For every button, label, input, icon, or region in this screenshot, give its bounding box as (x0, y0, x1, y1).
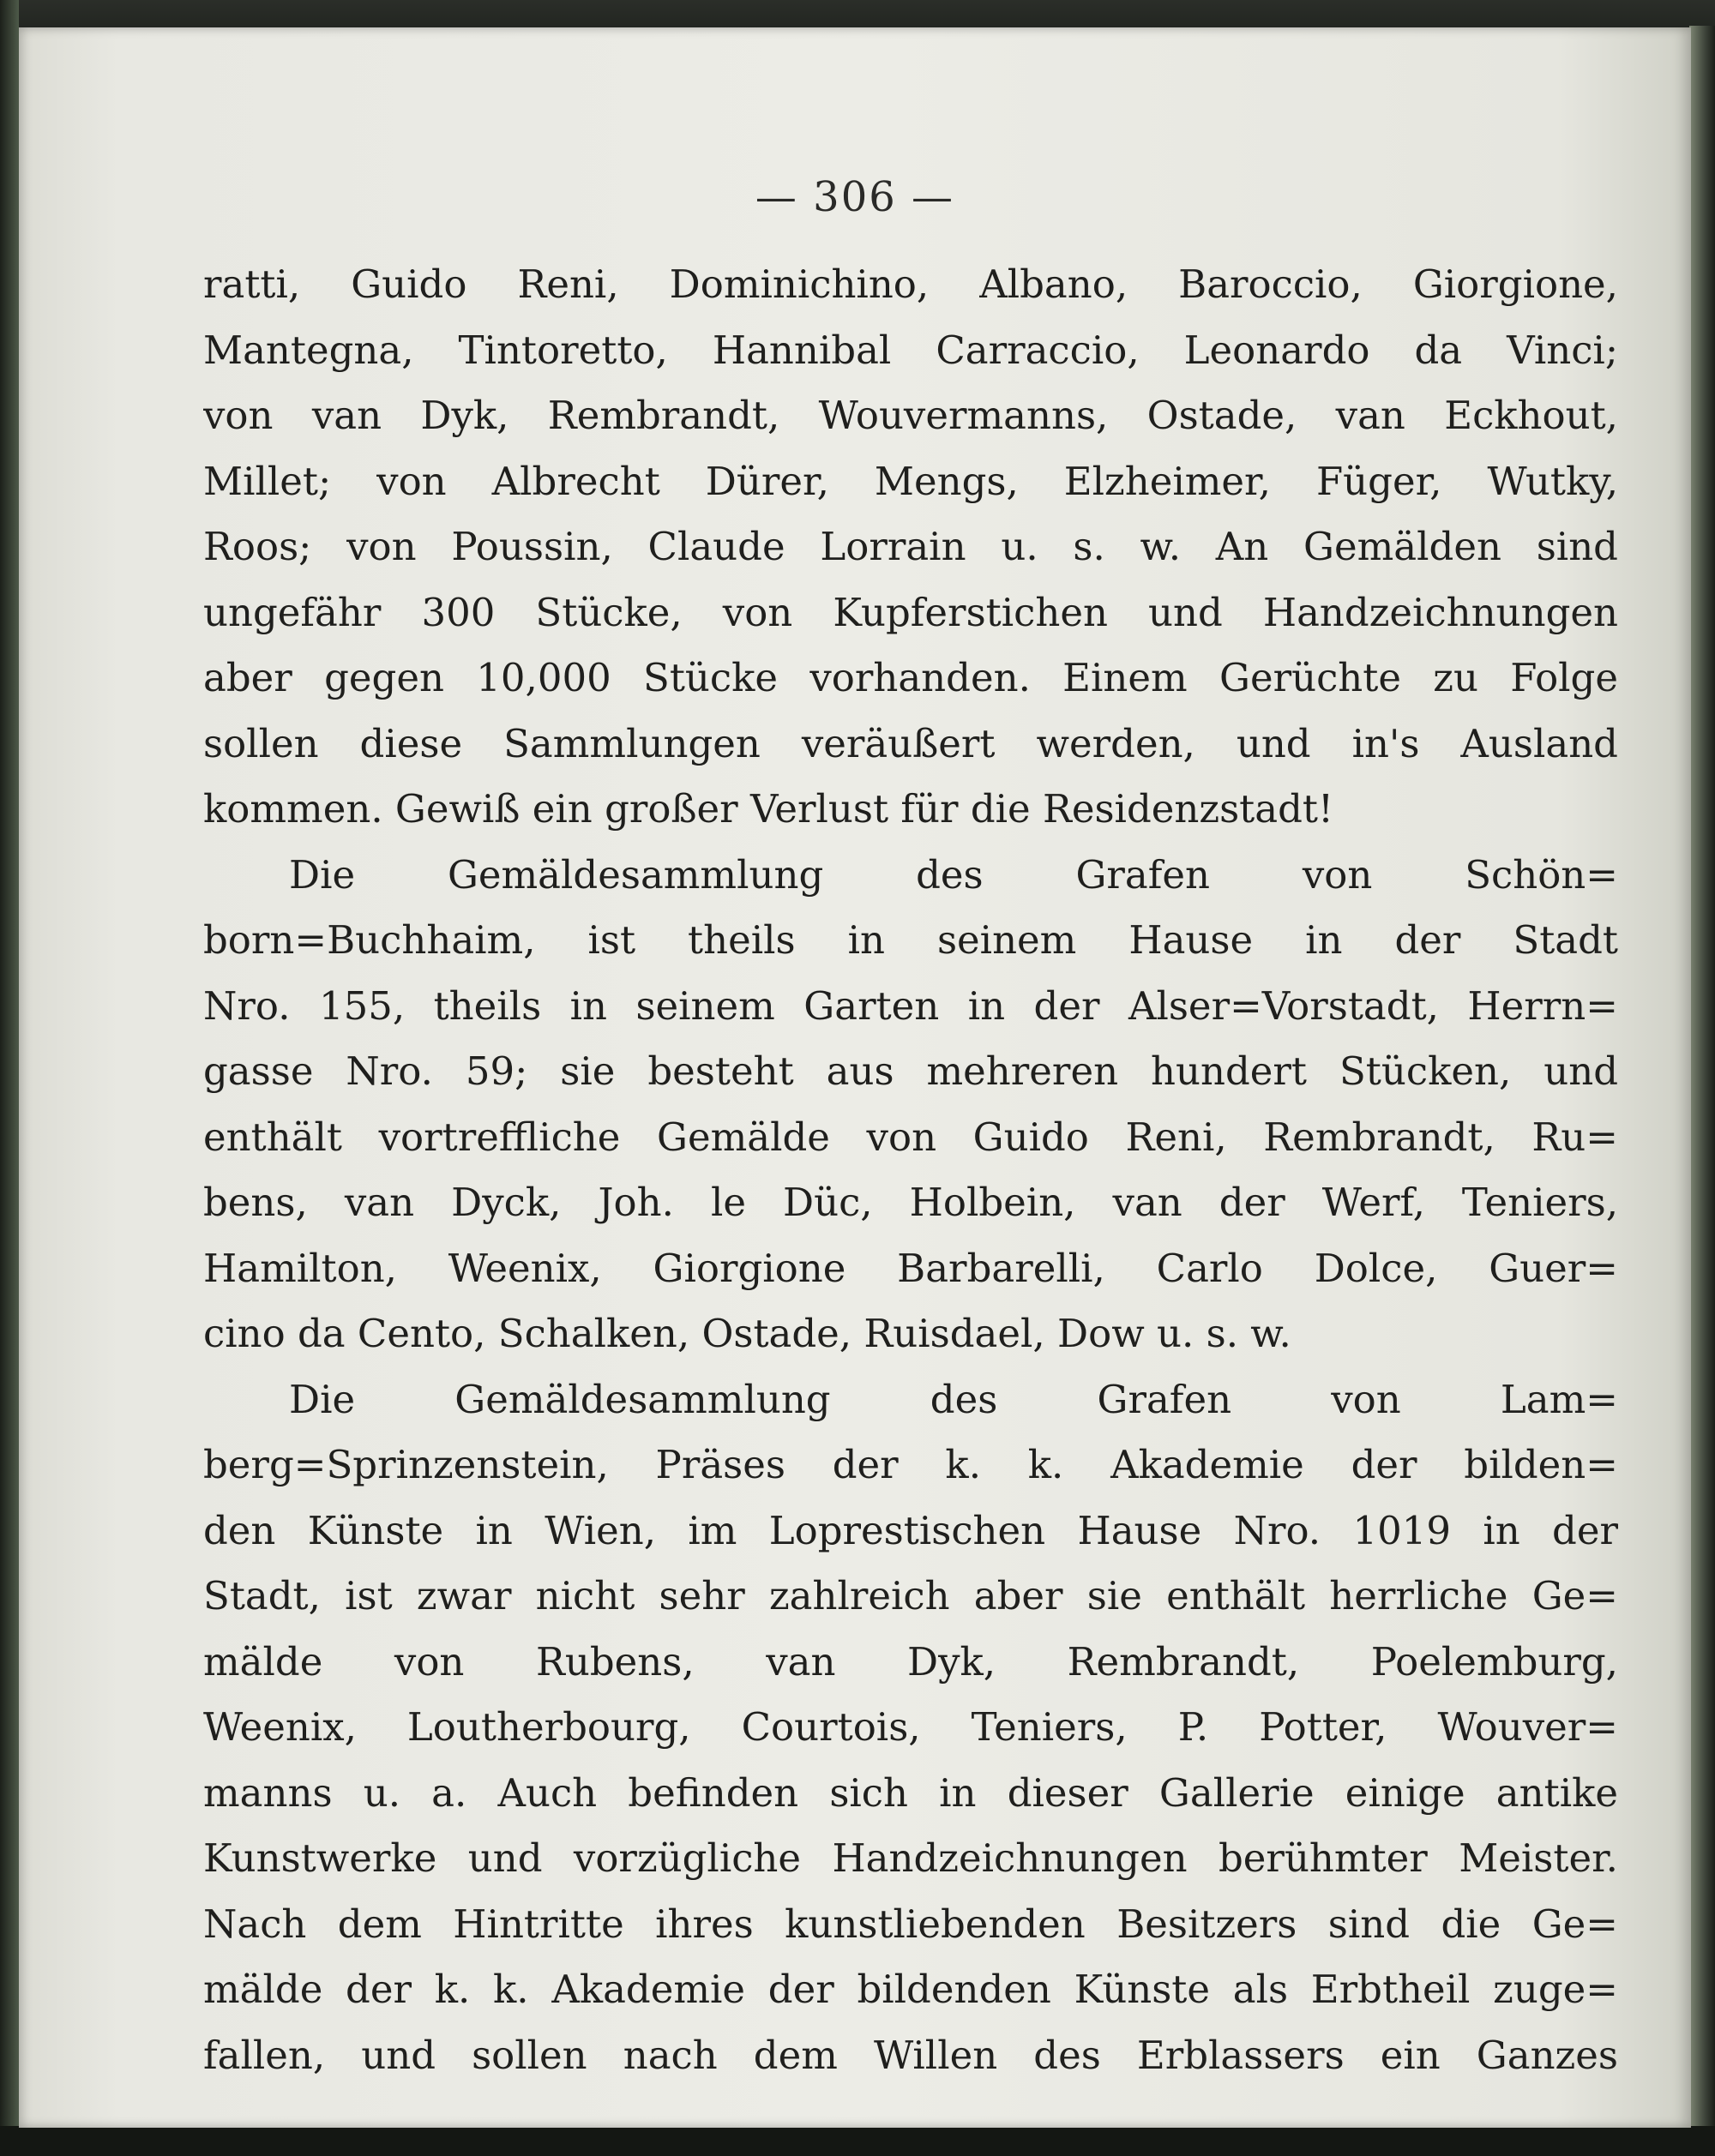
text-line: ungefähr 300 Stücke, von Kupferstichen und Handzeichnungen (203, 589, 1618, 635)
text-line: von van Dyk, Rembrandt, Wouvermanns, Ostade, van Eckhout, (203, 393, 1618, 438)
text-line: manns u. a. Auch befinden sich in dieser Gallerie einige antike (203, 1769, 1618, 1816)
text-line: aber gegen 10,000 Stücke vorhanden. Einem Gerüchte zu Folge (203, 655, 1618, 700)
book-cover-left (0, 0, 19, 2156)
text-line: born=Buchhaim, ist theils in seinem Hause in der Stadt (203, 917, 1618, 963)
text-line: mälde von Rubens, van Dyk, Rembrandt, Poelemburg, (203, 1638, 1618, 1685)
book-binding-edge (1689, 26, 1715, 2156)
text-line: Stadt, ist zwar nicht sehr zahlreich aber sie enthält herrliche Ge= (203, 1573, 1618, 1619)
text-line: gasse Nro. 59; sie besteht aus mehreren hundert Stücken, und (203, 1048, 1618, 1094)
text-line: sollen diese Sammlungen veräußert werden, und in's Ausland (203, 720, 1618, 766)
text-line: Nro. 155, theils in seinem Garten in der Alser=Vorstadt, Herrn= (203, 982, 1618, 1029)
text-line: Millet; von Albrecht Dürer, Mengs, Elzheimer, Füger, Wutky, (203, 458, 1618, 504)
text-line: den Künste in Wien, im Loprestischen Hause Nro. 1019 in der (203, 1507, 1618, 1553)
text-line: mälde der k. k. Akademie der bildenden Künste als Erbtheil zuge= (203, 1967, 1618, 2012)
text-line: ratti, Guido Reni, Dominichino, Albano, Baroccio, Giorgione, (203, 261, 1618, 307)
text-line: fallen, und sollen nach dem Willen des Erblassers ein Ganzes (203, 2032, 1618, 2078)
text-line: enthält vortreffliche Gemälde von Guido Reni, Rembrandt, Ru= (203, 1114, 1618, 1160)
text-line: Weenix, Loutherbourg, Courtois, Teniers, P. Potter, Wouver= (203, 1704, 1618, 1750)
body-text (203, 252, 1618, 2088)
book-page (19, 27, 1691, 2128)
text-line: berg=Sprinzenstein, Präses der k. k. Akademie der bilden= (203, 1442, 1618, 1487)
paragraph-start-line: Die Gemäldesammlung des Grafen von Lam= (289, 1376, 1618, 1422)
page-bottom-shadow (0, 2126, 1715, 2156)
text-line: Kunstwerke und vorzügliche Handzeichnungen berühmter Meister. (203, 1835, 1618, 1881)
text-line: cino da Cento, Schalken, Ostade, Ruisdael, Dow u. s. w. (203, 1311, 1291, 1356)
text-line: bens, van Dyck, Joh. le Düc, Holbein, van der Werf, Teniers, (203, 1180, 1618, 1225)
text-line: Nach dem Hintritte ihres kunstliebenden Besitzers sind die Ge= (203, 1901, 1618, 1947)
text-line: Hamilton, Weenix, Giorgione Barbarelli, Carlo Dolce, Guer= (203, 1245, 1618, 1291)
paragraph-start-line: Die Gemäldesammlung des Grafen von Schön= (289, 851, 1618, 898)
text-line: Roos; von Poussin, Claude Lorrain u. s. w. An Gemälden sind (203, 524, 1618, 569)
page-number: — 306 — (755, 173, 955, 221)
text-line: kommen. Gewiß ein großer Verlust für die Residenzstadt! (203, 786, 1334, 832)
text-line: Mantegna, Tintoretto, Hannibal Carraccio, Leonardo da Vinci; (203, 327, 1618, 373)
